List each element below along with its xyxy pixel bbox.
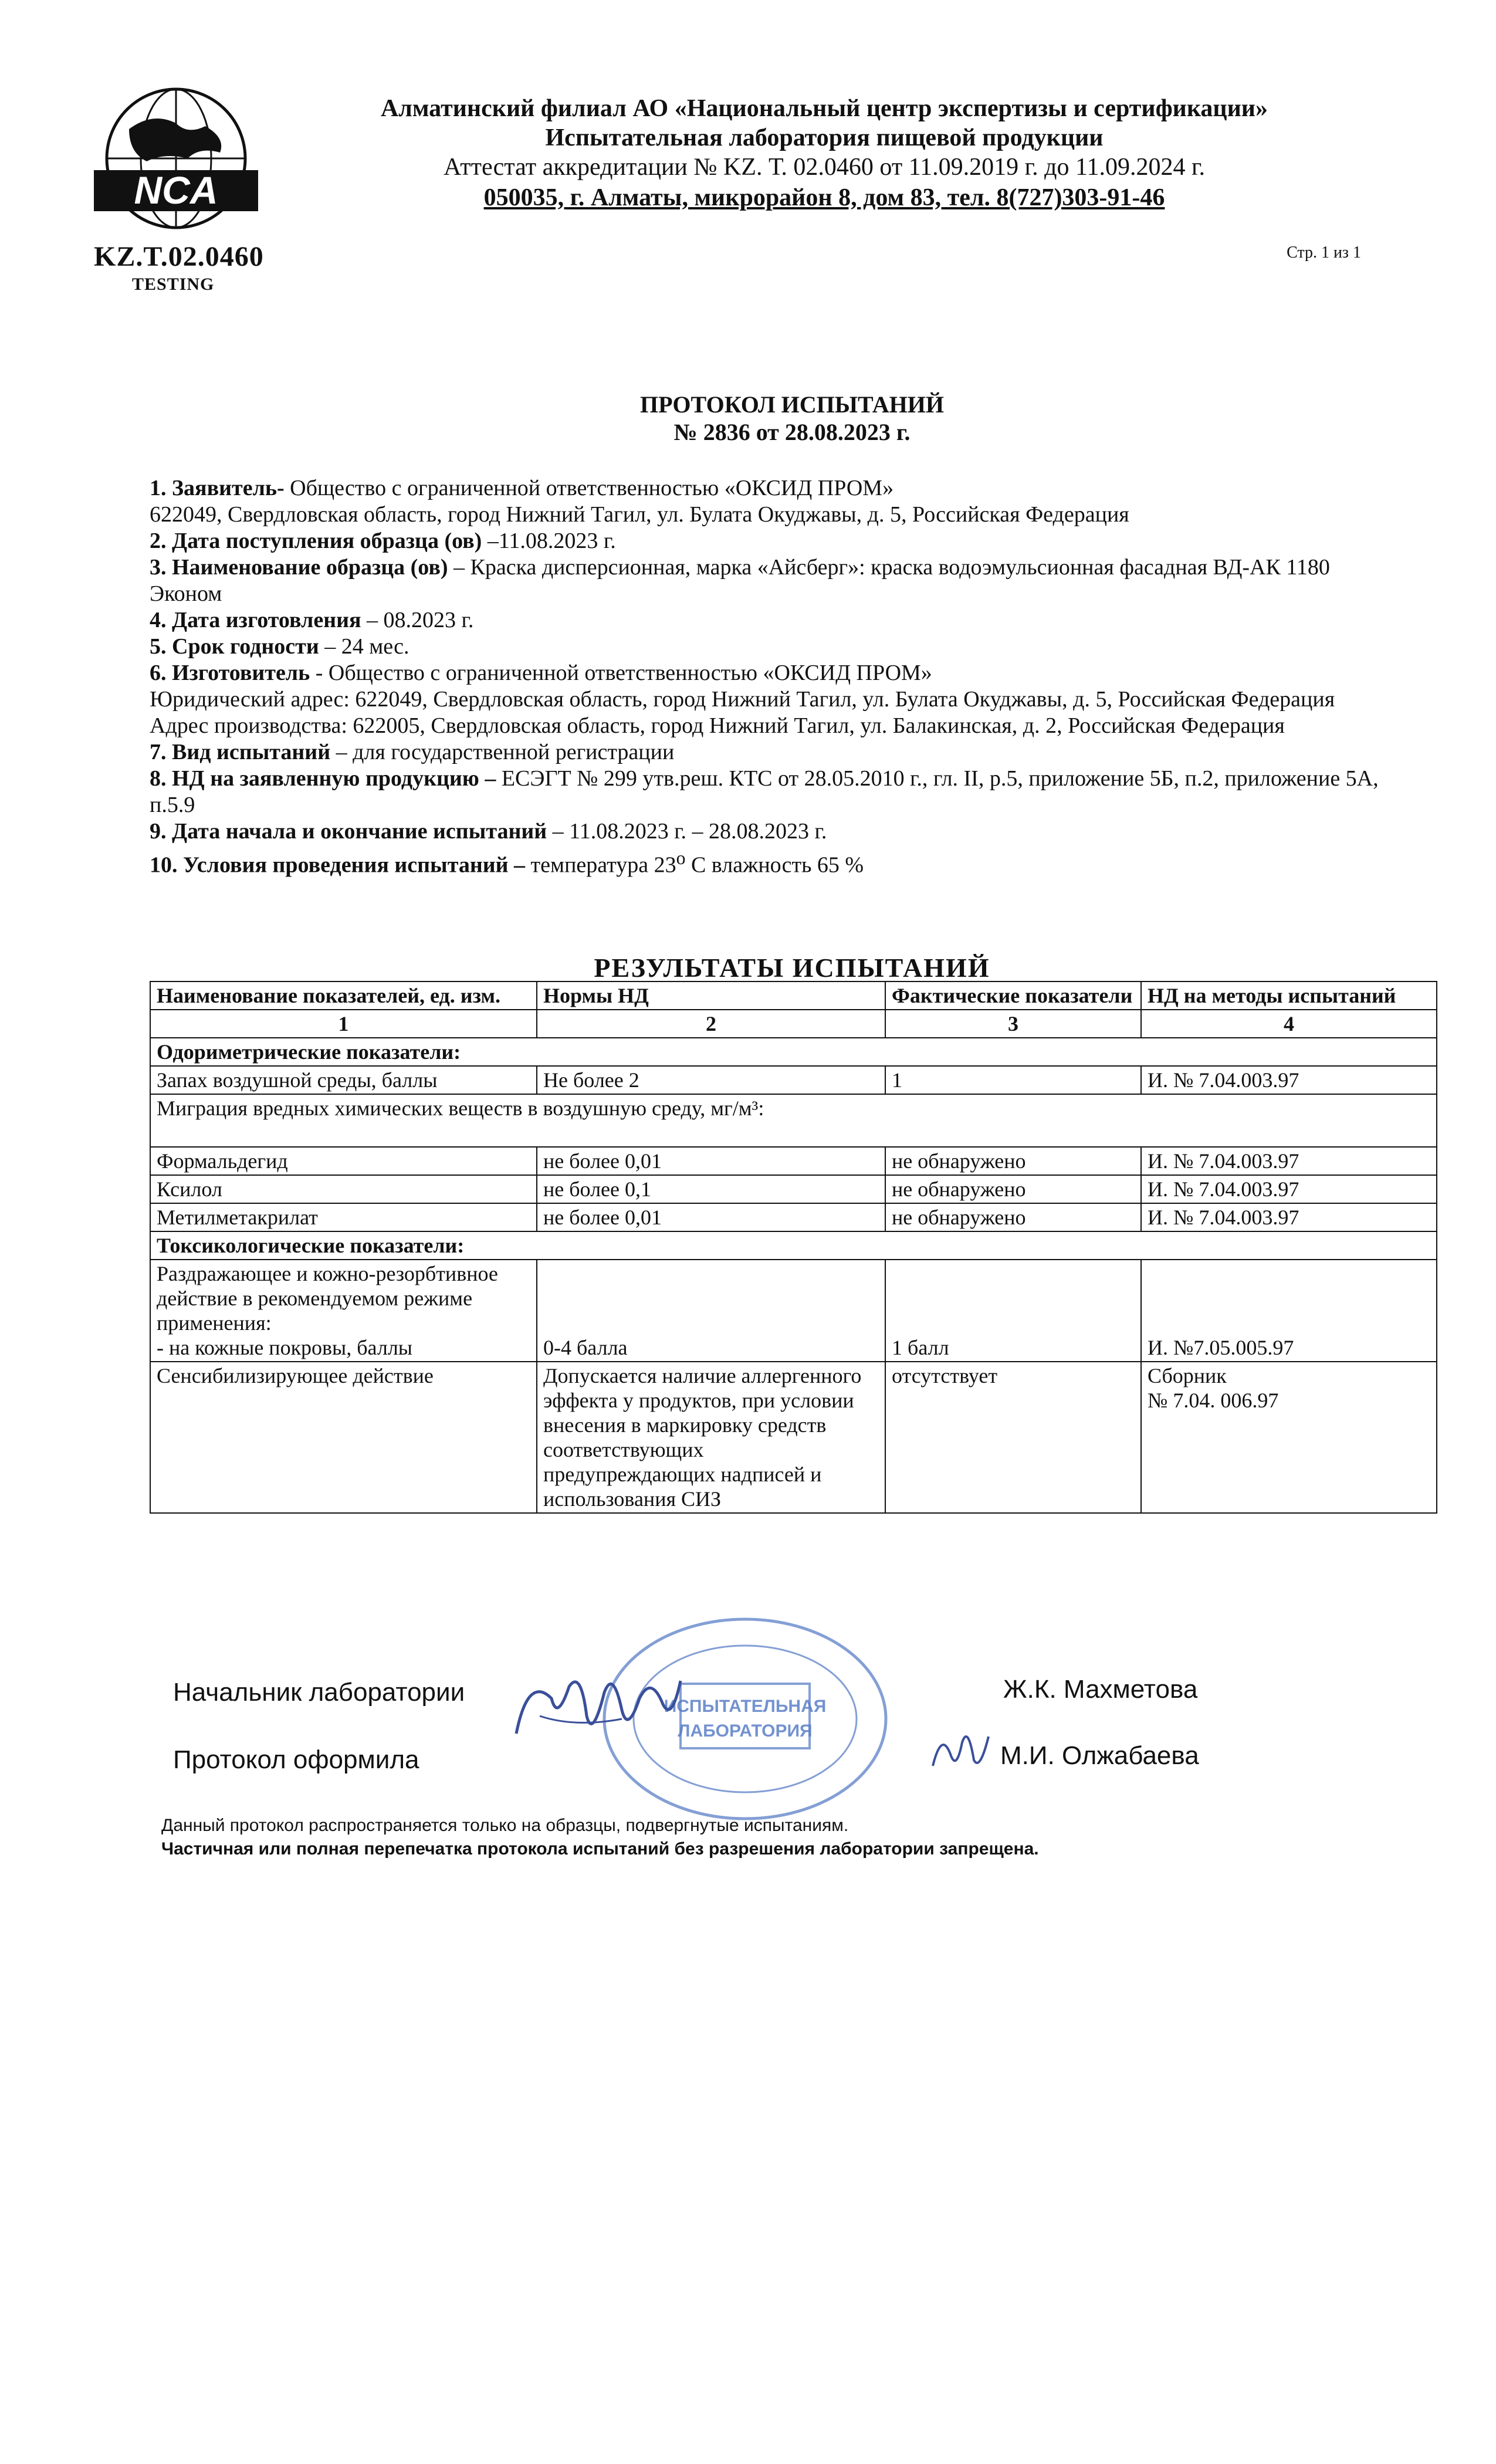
header-methods: НД на методы испытаний — [1141, 981, 1437, 1010]
table-row: Запах воздушной среды, баллы Не более 2 1 И. № 7.04.003.97 — [150, 1066, 1437, 1094]
col-num: 4 — [1141, 1010, 1437, 1038]
protocol-title: ПРОТОКОЛ ИСПЫТАНИЙ — [640, 391, 944, 418]
info-production-address: Адрес производства: 622005, Свердловская область, город Нижний Тагил, ул. Балакинская, д. 2, Российская Федерация — [150, 713, 1285, 738]
table-row: Метилметакрилат не более 0,01 не обнаружено И. № 7.04.003.97 — [150, 1203, 1437, 1231]
stamp-text-1: ИСПЫТАТЕЛЬНАЯ — [664, 1697, 827, 1716]
header-indicator: Наименование показателей, ед. изм. — [150, 981, 537, 1010]
issuer-name: М.И. Олжабаева — [1000, 1741, 1199, 1770]
col-num: 1 — [150, 1010, 537, 1038]
info-shelf-life: 5. Срок годности – 24 мес. — [150, 634, 409, 659]
address-line: 050035, г. Алматы, микрорайон 8, дом 83, тел. 8(727)303-91-46 — [483, 184, 1165, 211]
section-heading-toxicological: Токсикологические показатели: — [150, 1231, 1437, 1260]
info-applicant-address: 622049, Свердловская область, город Нижний Тагил, ул. Булата Окуджавы, д. 5, Российская Федерация — [150, 502, 1129, 527]
header-norms: Нормы НД — [537, 981, 885, 1010]
head-name: Ж.К. Махметова — [1003, 1675, 1198, 1704]
column-number-row — [150, 1010, 1437, 1038]
note-reprint: Частичная или полная перепечатка протокола испытаний без разрешения лаборатории запрещена. — [161, 1839, 1039, 1859]
table-row — [150, 1094, 1437, 1147]
table-row — [150, 1038, 1437, 1066]
results-table — [150, 981, 1437, 1514]
stamp-text-2: ЛАБОРАТОРИЯ — [678, 1721, 813, 1741]
head-role: Начальник лаборатории — [173, 1678, 465, 1707]
table-header-row — [150, 981, 1437, 1010]
note-scope: Данный протокол распространяется только на образцы, подвергнутые испытаниям. — [161, 1816, 849, 1835]
info-manufacturer: 6. Изготовитель - Общество с ограниченной ответственностью «ОКСИД ПРОМ» — [150, 661, 932, 685]
head-signature — [505, 1663, 692, 1751]
info-normative-doc: 8. НД на заявленную продукцию – ЕСЭГТ № 299 утв.реш. КТС от 28.05.2010 г., гл. II, р.5, приложение 5Б, п.2, приложение 5А, п.5.9 — [150, 766, 1379, 817]
org-name: Алматинский филиал АО «Национальный центр экспертизы и сертификации» — [380, 95, 1268, 122]
info-applicant: 1. Заявитель- Общество с ограниченной ответственностью «ОКСИД ПРОМ» — [150, 476, 894, 500]
col-num: 2 — [537, 1010, 885, 1038]
testing-label: TESTING — [132, 275, 215, 294]
info-manufacture-date: 4. Дата изготовления – 08.2023 г. — [150, 608, 474, 632]
globe-logo-icon — [88, 82, 264, 246]
info-test-conditions: 10. Условия проведения испытаний – температура 23$^o$ C влажность 65 % — [150, 848, 864, 878]
nca-logo — [88, 82, 264, 246]
lab-name: Испытательная лаборатория пищевой продукции — [545, 124, 1104, 151]
table-row: Ксилол не более 0,1 не обнаружено И. № 7.04.003.97 — [150, 1175, 1437, 1203]
table-row: Раздражающее и кожно-резорбтивное действие в рекомендуемом режиме применения: - на кожные покровы, баллы 0-4 балла 1 балл И. №7.05.005.97 — [150, 1260, 1437, 1362]
table-row: Сенсибилизирующее действие Допускается наличие аллергенного эффекта у продуктов, при условии внесения в маркировку средств соответствующих предупреждающих надписей и использования СИЗ отсутствует Сборник № 7.04. 006.97 — [150, 1362, 1437, 1513]
issuer-signature — [927, 1719, 997, 1778]
logo-text: NCA — [134, 168, 218, 212]
table-row: Формальдегид не более 0,01 не обнаружено И. № 7.04.003.97 — [150, 1147, 1437, 1175]
info-block — [150, 475, 1399, 879]
migration-heading: Миграция вредных химических веществ в воздушную среду, мг/м³: — [150, 1094, 1437, 1147]
col-num: 3 — [885, 1010, 1141, 1038]
info-receipt-date: 2. Дата поступления образца (ов) –11.08.2023 г. — [150, 529, 616, 553]
page-number: Стр. 1 из 1 — [1287, 243, 1361, 262]
table-row — [150, 1231, 1437, 1260]
issuer-role: Протокол оформила — [173, 1745, 419, 1774]
accreditation-code: KZ.T.02.0460 — [94, 241, 264, 272]
section-heading-odorimetric: Одориметрические показатели: — [150, 1038, 1437, 1066]
accreditation-line: Аттестат аккредитации № KZ. Т. 02.0460 от 11.09.2019 г. до 11.09.2024 г. — [444, 154, 1205, 181]
info-legal-address: Юридический адрес: 622049, Свердловская область, город Нижний Тагил, ул. Булата Окуджавы, д. 5, Российская Федерация — [150, 687, 1335, 712]
info-test-type: 7. Вид испытаний – для государственной регистрации — [150, 740, 675, 764]
results-title: РЕЗУЛЬТАТЫ ИСПЫТАНИЙ — [594, 953, 990, 983]
info-test-dates: 9. Дата начала и окончание испытаний – 11.08.2023 г. – 28.08.2023 г. — [150, 819, 827, 844]
header-actual: Фактические показатели — [885, 981, 1141, 1010]
info-sample-name: 3. Наименование образца (ов) – Краска дисперсионная, марка «Айсберг»: краска водоэмульсионная фасадная ВД-АК 1180 Эконом — [150, 555, 1330, 606]
protocol-number: № 2836 от 28.08.2023 г. — [673, 419, 911, 445]
